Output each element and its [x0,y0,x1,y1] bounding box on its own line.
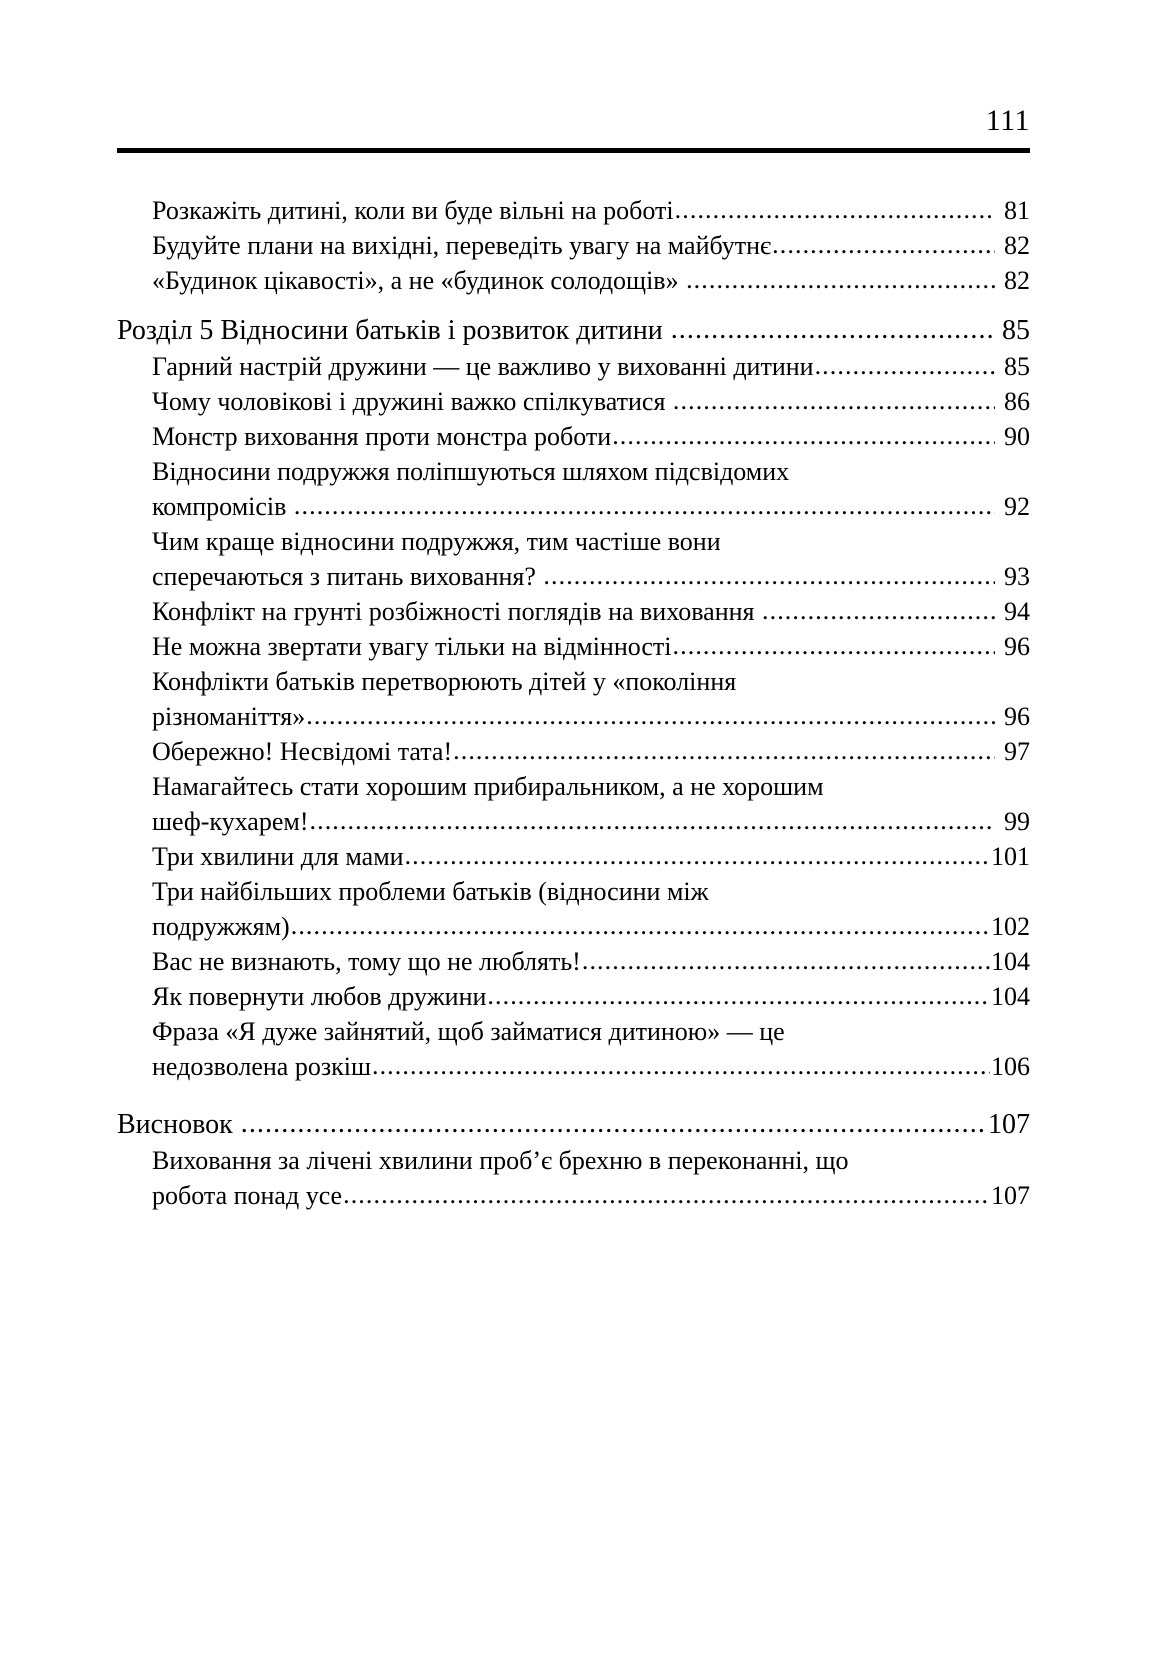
toc-leader-dots [686,265,995,295]
toc-entry-page-number: 99 [1004,807,1030,836]
toc-entry-line [152,1181,1030,1216]
toc-entry-line [152,912,1030,947]
toc-entry-line [152,422,1030,457]
toc-entry-line [152,196,1030,231]
toc-entry-title: Чим краще відносини подружжя, тим частіше вони [152,527,721,556]
toc-entry-line [152,982,1030,1017]
toc-leader-dots [306,701,995,731]
toc-chapter-entry[interactable] [117,1109,1030,1146]
toc-entry-title: різноманіття» [152,702,306,731]
toc-entry-page-number: 107 [991,1181,1030,1210]
toc-entry-title: Розкажіть дитині, коли ви буде вільні на роботі [152,196,674,225]
toc-leader-dots [671,314,995,346]
toc-leader-dots [673,631,995,661]
toc-entry-title: Як повернути любов дружини [152,982,487,1011]
toc-leader-dots [372,1051,990,1081]
toc-entry-page-number: 107 [988,1109,1030,1140]
toc-entry-title: «Будинок цікавості», а не «будинок солодощів» [152,266,686,295]
toc-entry-page-number: 94 [1004,597,1030,626]
toc-sub-entry[interactable] [117,1017,1030,1087]
toc-entry-title: Монстр виховання проти монстра роботи [152,422,612,451]
toc-leader-dots [487,981,990,1011]
toc-sub-entry[interactable] [117,266,1030,301]
toc-entry-page-number: 96 [1004,702,1030,731]
toc-entry-page-number: 92 [1004,492,1030,521]
toc-entry-title: Намагайтесь стати хорошим прибиральником, а не хорошим [152,772,824,801]
toc-entry-title: Три найбільших проблеми батьків (відносини між [152,877,709,906]
toc-entry-line [152,632,1030,667]
toc-entry-line [152,1017,1030,1052]
toc-entry-line [152,702,1030,737]
toc-sub-entry[interactable] [117,457,1030,527]
toc-entry-page-number: 104 [991,982,1030,1011]
running-header [117,104,1030,153]
toc-entry-line [152,457,1030,492]
toc-entry-page-number: 96 [1004,632,1030,661]
toc-entry-line [117,1109,1030,1146]
toc-entry-line [152,772,1030,807]
toc-leader-dots [675,195,995,225]
toc-leader-dots [582,946,990,976]
toc-entry-page-number: 102 [991,912,1030,941]
toc-entry-line [152,597,1030,632]
toc-sub-entry[interactable] [117,982,1030,1017]
toc-entry-line [152,387,1030,422]
toc-entry-line [152,877,1030,912]
toc-entry-title: Вас не визнають, тому що не люблять! [152,947,581,976]
toc-leader-dots [543,561,995,591]
toc-entry-title: Чому чоловікові і дружині важко спілкуватися [152,387,672,416]
toc-entry-page-number: 104 [991,947,1030,976]
toc-entry-title: Конфлікти батьків перетворюють дітей у «покоління [152,667,737,696]
toc-leader-dots [762,596,995,626]
toc-leader-dots [673,386,995,416]
toc-leader-dots [772,230,995,260]
toc-leader-dots [294,491,995,521]
toc-entry-title: Виховання за лічені хвилини пробʼє брехню в переконанні, що [152,1146,849,1175]
toc-entry-title: Конфлікт на грунті розбіжності поглядів на виховання [152,597,761,626]
toc-sub-entry[interactable] [117,422,1030,457]
toc-entry-page-number: 97 [1004,737,1030,766]
toc-entry-title: Висновок [117,1109,240,1140]
toc-sub-entry[interactable] [117,352,1030,387]
toc-leader-dots [291,911,990,941]
toc-sub-entry[interactable] [117,527,1030,597]
toc-leader-dots [343,1180,990,1210]
toc-entry-line [152,492,1030,527]
toc-entry-page-number: 85 [1002,315,1030,346]
page-number: 111 [985,104,1030,137]
toc-sub-entry[interactable] [117,231,1030,266]
toc-sub-entry[interactable] [117,737,1030,772]
toc-sub-entry[interactable] [117,597,1030,632]
toc-entry-title: компромісів [152,492,293,521]
toc-sub-entry[interactable] [117,772,1030,842]
toc-entry-line [152,842,1030,877]
toc-entry-title: недозволена розкіш [152,1052,371,1081]
toc-entry-page-number: 86 [1004,387,1030,416]
toc-leader-dots [405,841,990,871]
toc-entry-page-number: 93 [1004,562,1030,591]
toc-entry-page-number: 82 [1004,231,1030,260]
toc-entry-title: робота понад усе [152,1181,343,1210]
header-rule [117,148,1030,153]
toc-sub-entry[interactable] [117,1146,1030,1216]
toc-chapter-entry[interactable] [117,315,1030,352]
toc-entry-title: Три хвилини для мами [152,842,404,871]
toc-entry-line [152,667,1030,702]
toc-entry-title: шеф-кухарем! [152,807,309,836]
toc-leader-dots [612,421,995,451]
toc-entry-line [152,1146,1030,1181]
toc-leader-dots [453,736,995,766]
toc-entry-title: Будуйте плани на вихідні, переведіть увагу на майбутнє [152,231,772,260]
toc-entry-line [152,527,1030,562]
toc-entry-page-number: 81 [1004,196,1030,225]
toc-entry-title: Обережно! Несвідомі тата! [152,737,453,766]
table-of-contents [117,196,1030,1216]
toc-entry-line [152,1052,1030,1087]
toc-entry-title: Не можна звертати увагу тільки на відмінності [152,632,672,661]
toc-entry-line [152,352,1030,387]
toc-sub-entry[interactable] [117,842,1030,877]
toc-sub-entry[interactable] [117,632,1030,667]
toc-leader-dots [815,351,995,381]
toc-entry-page-number: 90 [1004,422,1030,451]
toc-leader-dots [241,1108,987,1140]
toc-entry-page-number: 85 [1004,352,1030,381]
toc-entry-line [117,315,1030,352]
toc-sub-entry[interactable] [117,387,1030,422]
toc-sub-entry[interactable] [117,667,1030,737]
toc-entry-title: Фраза «Я дуже зайнятий, щоб займатися дитиною» — це [152,1017,785,1046]
toc-sub-entry[interactable] [117,877,1030,947]
toc-entry-title: Розділ 5 Відносини батьків і розвиток дитини [117,315,670,346]
toc-leader-dots [310,806,996,836]
toc-entry-page-number: 82 [1004,266,1030,295]
toc-entry-line [152,737,1030,772]
toc-entry-line [152,947,1030,982]
toc-entry-line [152,562,1030,597]
toc-sub-entry[interactable] [117,947,1030,982]
toc-entry-line [152,231,1030,266]
toc-entry-line [152,266,1030,301]
toc-entry-line [152,807,1030,842]
toc-entry-title: Гарний настрій дружини — це важливо у вихованні дитини [152,352,814,381]
toc-entry-title: подружжям) [152,912,290,941]
toc-sub-entry[interactable] [117,196,1030,231]
toc-entry-page-number: 101 [991,842,1030,871]
toc-entry-title: Відносини подружжя поліпшуються шляхом підсвідомих [152,457,790,486]
toc-entry-page-number: 106 [991,1052,1030,1081]
toc-entry-title: сперечаються з питань виховання? [152,562,543,591]
